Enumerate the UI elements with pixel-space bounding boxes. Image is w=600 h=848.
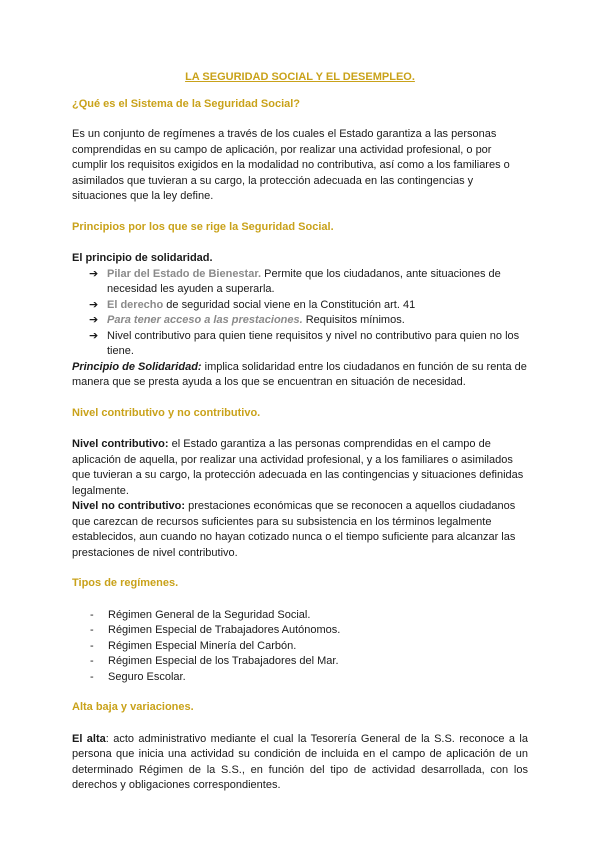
section-heading-que-es: ¿Qué es el Sistema de la Seguridad Social? <box>72 97 301 110</box>
list-item: - Seguro Escolar. <box>90 670 186 683</box>
list-item: - Régimen Especial de los Trabajadores del Mar. <box>90 655 339 667</box>
list-item: ➔ Pilar del Estado de Bienestar. Permite que los ciudadanos, ante situaciones de necesidad les ayuden a superarla. <box>89 267 501 295</box>
list-item: ➔ Nivel contributivo para quien tiene requisitos y nivel no contributivo para quien no los tiene. <box>89 329 520 357</box>
section-heading-principios: Principios por los que se rige la Seguridad Social. <box>72 220 334 233</box>
section-body-que-es: Es un conjunto de regímenes a través de los cuales el Estado garantiza a las personas comprendidas en su campo de aplicación, por realizar una actividad profesional, o por cumplir los requisitos exigidos en la modalidad no contributiva, así como a los familiares o asimilados que tuvieran a su cargo, la protección adecuada en las contingencias y situaciones que la ley define. <box>72 128 510 202</box>
regimenes-list <box>72 608 528 686</box>
section-heading-nivel: Nivel contributivo y no contributivo. <box>72 406 261 419</box>
subheading-solidaridad: El principio de solidaridad. <box>72 252 213 264</box>
list-item: - Régimen Especial Minería del Carbón. <box>90 639 297 652</box>
list-item: - Régimen General de la Seguridad Social. <box>90 608 311 621</box>
arrow-right-icon: ➔ <box>89 314 99 326</box>
arrow-right-icon: ➔ <box>89 329 99 342</box>
list-item: ➔ El derecho de seguridad social viene en la Constitución art. 41 <box>89 298 528 314</box>
principles-list <box>72 267 528 360</box>
section-heading-alta: Alta baja y variaciones. <box>72 701 194 713</box>
no-contributivo-paragraph: Nivel no contributivo: prestaciones económicas que se reconocen a aquellos ciudadanos que carezcan de recursos suficientes para su subsistencia en los términos legalmente establecidos, aun cuando no hayan cotizado nunca o el tiempo suficiente para alcanzar las prestaciones de nivel contributivo. <box>72 500 516 559</box>
arrow-right-icon: ➔ <box>89 267 99 280</box>
section-heading-regimenes: Tipos de regímenes. <box>72 577 179 589</box>
arrow-right-icon: ➔ <box>89 298 99 311</box>
list-item: ➔ Para tener acceso a las prestaciones. Requisitos mínimos. <box>89 313 528 329</box>
alta-paragraph: El alta: acto administrativo mediante el cual la Tesorería General de la S.S. reconoce a la persona que inicia una actividad su condición de incluida en el campo de aplicación de un determinado Régimen de la S.S., en función del tipo de actividad desarrollada, con los derechos y obligaciones correspondientes. <box>72 732 528 791</box>
contributivo-paragraph: Nivel contributivo: el Estado garantiza a las personas comprendidas en el campo de aplicación de aquella, por realizar una actividad profesional, y a los familiares o asimilados que tuvieran a su cargo, la protección adecuada en las contingencias y situaciones definidas legalmente. <box>72 438 524 497</box>
list-item: - Régimen Especial de Trabajadores Autónomos. <box>90 624 341 636</box>
document-page <box>72 70 528 794</box>
solidarity-note: Principio de Solidaridad: implica solidaridad entre los ciudadanos en función de su renta de manera que se presta ayuda a los que se encuentran en situación de necesidad. <box>72 360 527 388</box>
page-title: LA SEGURIDAD SOCIAL Y EL DESEMPLEO. <box>185 71 415 83</box>
